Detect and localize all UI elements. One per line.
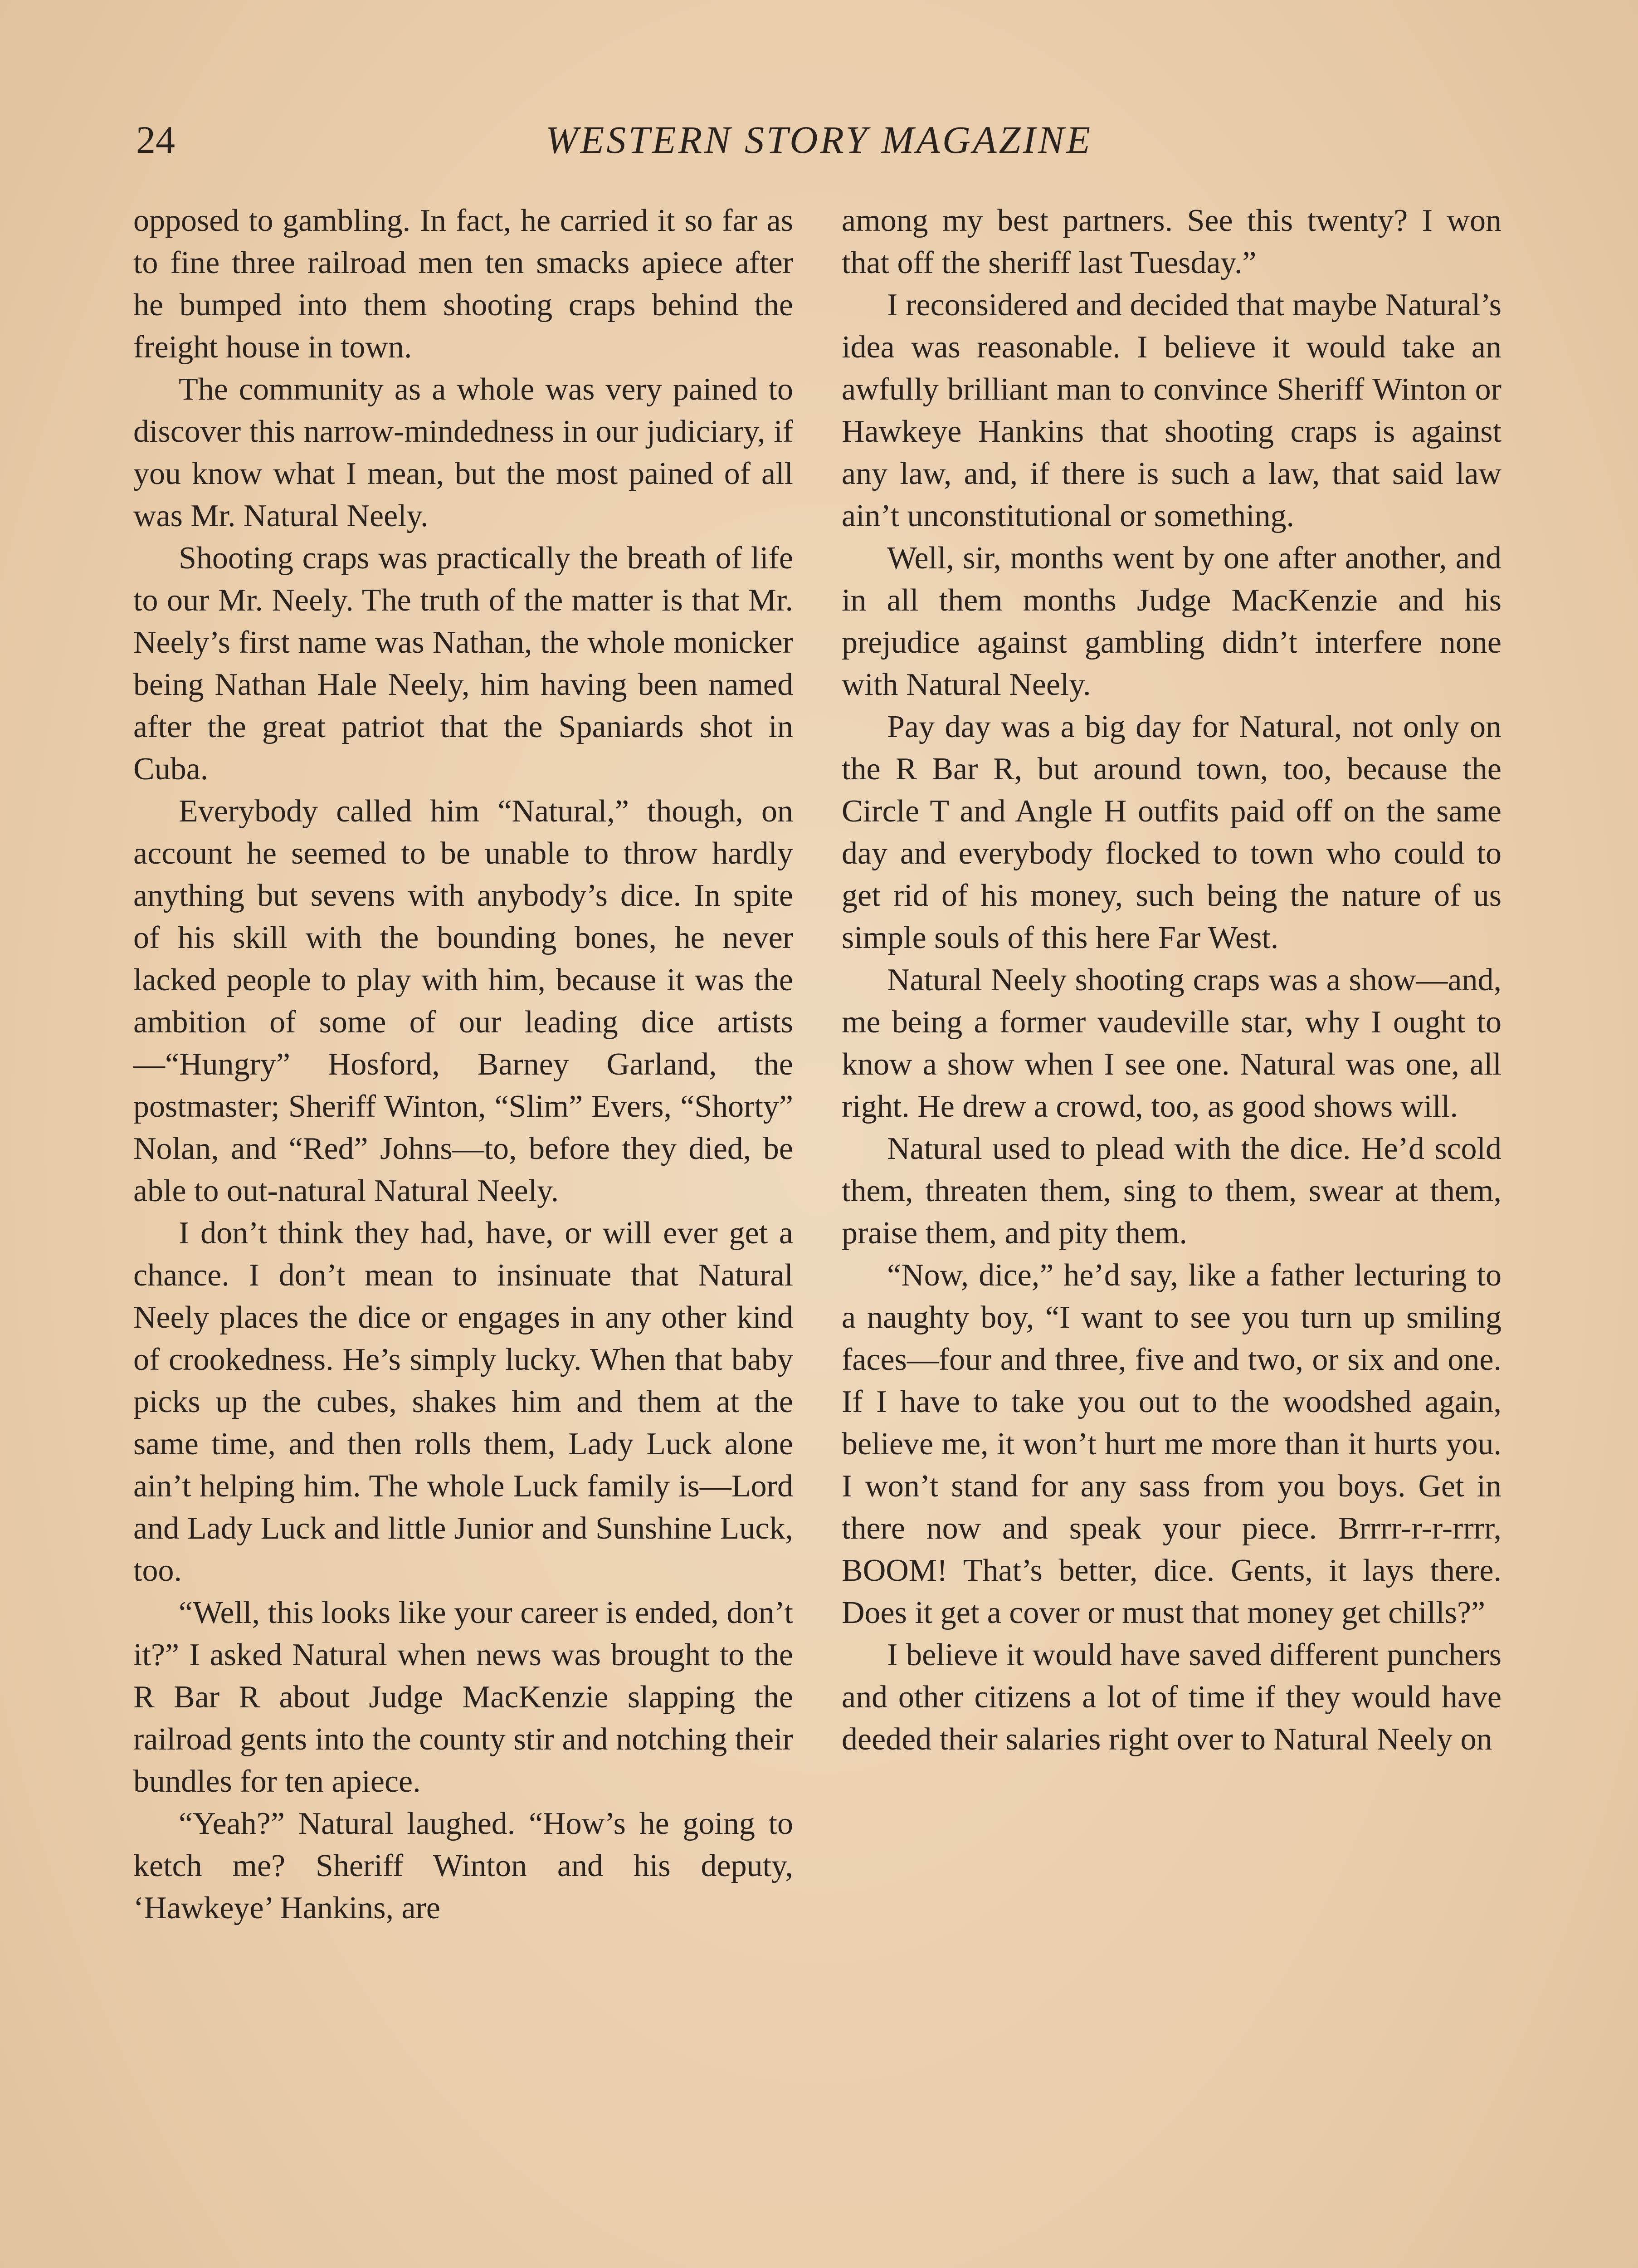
paragraph: I don’t think they had, have, or will ever get a chance. I don’t mean to insinuate that Natural Neely places the dice or engages in any other kind of crookedness. He’s simply lucky. When that baby picks up the cubes, shakes him and them at the same time, and then rolls them, Lady Luck alone ain’t helping him. The whole Luck family is—Lord and Lady Luck and little Junior and Sunshine Luck, too. (133, 1216, 793, 1588)
page-number: 24 (136, 118, 175, 161)
paragraph: Pay day was a big day for Natural, not only on the R Bar R, but around town, too, because the Circle T and Angle H outfits paid off on the same day and everybody flocked to town who could to get rid of his money, such being the nature of us simple souls of this here Far West. (842, 709, 1502, 955)
paragraph: “Now, dice,” he’d say, like a father lecturing to a naughty boy, “I want to see you turn up smiling faces—four and three, five and two, or six and one. If I have to take you out to the woodshed again, believe me, it won’t hurt me more than it hurts you. I won’t stand for any sass from you boys. Get in there now and speak your piece. Brrrr-r-r-rrrr, BOOM! That’s better, dice. Gents, it lays there. Does it get a cover or must that money get chills?” (842, 1258, 1502, 1630)
left-column (133, 200, 793, 2268)
right-column (842, 200, 1502, 2268)
paragraph: The community as a whole was very pained to discover this narrow-mindedness in our judiciary, if you know what I mean, but the most pained of all was Mr. Natural Neely. (133, 372, 793, 533)
paragraph: Everybody called him “Natural,” though, on account he seemed to be unable to throw hardly anything but sevens with anybody’s dice. In spite of his skill with the bounding bones, he never lacked people to play with him, because it was the ambition of some of our leading dice artists—“Hungry” Hosford, Barney Garland, the postmaster; Sheriff Winton, “Slim” Evers, “Shorty” Nolan, and “Red” Johns—to, before they died, be able to out-natural Natural Neely. (133, 794, 793, 1208)
paragraph: among my best partners. See this twenty? I won that off the sheriff last Tuesday.” (842, 203, 1502, 280)
paragraph: “Well, this looks like your career is ended, don’t it?” I asked Natural when news was brought to the R Bar R about Judge MacKenzie slapping the railroad gents into the county stir and notching their bundles for ten apiece. (133, 1595, 793, 1799)
running-head: WESTERN STORY MAGAZINE (546, 118, 1092, 161)
paragraph: Shooting craps was practically the breath of life to our Mr. Neely. The truth of the matter is that Mr. Neely’s first name was Nathan, the whole monicker being Nathan Hale Neely, him having been named after the great patriot that the Spaniards shot in Cuba. (133, 541, 793, 787)
paragraph: I believe it would have saved different punchers and other citizens a lot of time if they would have deeded their salaries right over to Natural Neely on (842, 1637, 1502, 1757)
paragraph: Natural used to plead with the dice. He’d scold them, threaten them, sing to them, swear at them, praise them, and pity them. (842, 1131, 1502, 1251)
paragraph: Well, sir, months went by one after another, and in all them months Judge MacKenzie and his prejudice against gambling didn’t interfere none with Natural Neely. (842, 541, 1502, 702)
paragraph: Natural Neely shooting craps was a show—and, me being a former vaudeville star, why I ought to know a show when I see one. Natural was one, all right. He drew a crowd, too, as good shows will. (842, 963, 1502, 1124)
paragraph: I reconsidered and decided that maybe Natural’s idea was reasonable. I believe it would take an awfully brilliant man to convince Sheriff Winton or Hawkeye Hankins that shooting craps is against any law, and, if there is such a law, that said law ain’t unconstitutional or something. (842, 288, 1502, 533)
paragraph: opposed to gambling. In fact, he carried it so far as to fine three railroad men ten smacks apiece after he bumped into them shooting craps behind the freight house in town. (133, 203, 793, 365)
paragraph: “Yeah?” Natural laughed. “How’s he going to ketch me? Sheriff Winton and his deputy, ‘Hawkeye’ Hankins, are (133, 1806, 793, 1926)
